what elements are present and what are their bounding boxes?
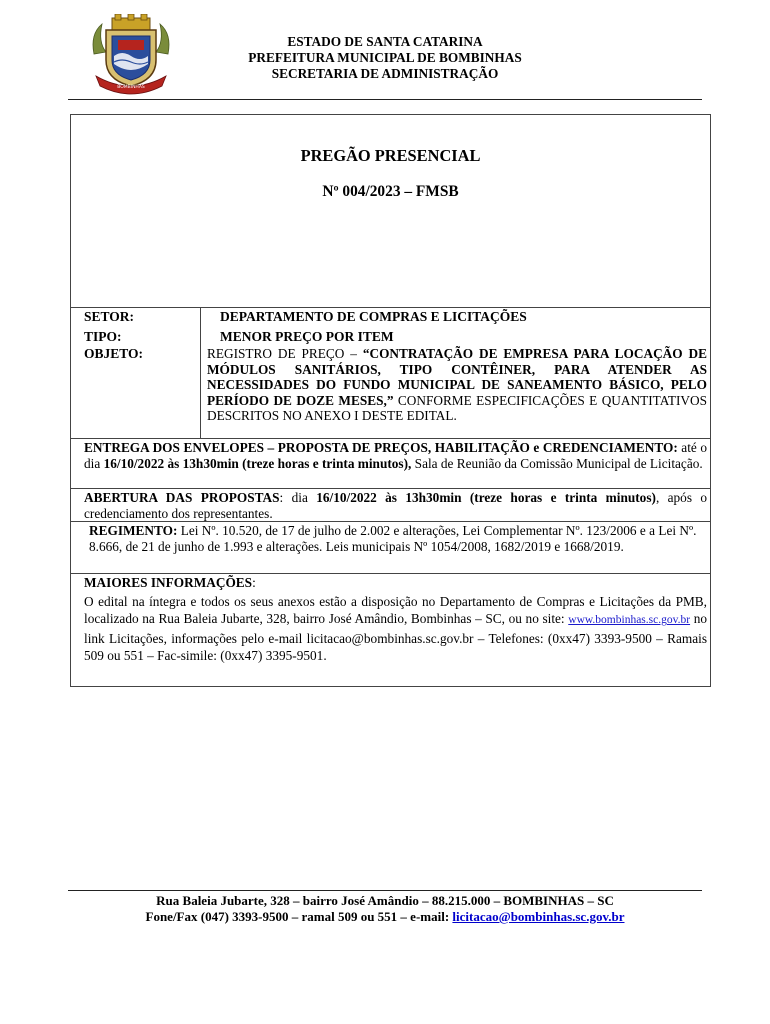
- objeto-intro: REGISTRO DE PREÇO –: [207, 346, 363, 361]
- municipal-coat-of-arms-icon: [88, 14, 174, 96]
- document-title: PREGÃO PRESENCIAL: [300, 146, 481, 165]
- document-header: [170, 34, 600, 82]
- abertura-text1: : dia: [279, 490, 317, 505]
- regimento-heading: REGIMENTO:: [89, 523, 178, 538]
- entrega-heading: ENTREGA DOS ENVELOPES – PROPOSTA DE PREÇOS, HABILITAÇÃO e CREDENCIAMENTO:: [84, 440, 678, 455]
- table-top-line: [70, 307, 711, 308]
- objeto-value: [207, 346, 707, 424]
- objeto-tail: CONFORME ESPECIFICAÇÕES E QUANTITATIVOS DESCRITOS NO ANEXO I DESTE EDITAL.: [207, 392, 707, 424]
- entrega-section: [84, 440, 707, 471]
- website-link[interactable]: www.bombinhas.sc.gov.br: [568, 614, 691, 627]
- entrega-text2: Sala de Reunião da Comissão Municipal de Licitação.: [411, 455, 703, 471]
- footer-email-link[interactable]: licitacao@bombinhas.sc.gov.br: [452, 909, 625, 924]
- abertura-date: 16/10/2022 às 13h30min (treze horas e trinta minutos): [316, 490, 656, 505]
- svg-text:BOMBINHAS: BOMBINHAS: [117, 85, 145, 90]
- footer-divider: [68, 890, 702, 891]
- objeto-description: “CONTRATAÇÃO DE EMPRESA PARA LOCAÇÃO DE MÓDULOS SANITÁRIOS, TIPO CONTÊINER, PARA ATENDER AS NECESSIDADES DO FUNDO MUNICIPAL DE SANEAMENTO BÁSICO, PELO PERÍODO DE DOZE MESES,”: [207, 346, 707, 408]
- regimento-section: [89, 523, 705, 554]
- header-divider: [68, 99, 702, 100]
- footer-address: Rua Baleia Jubarte, 328 – bairro José Amândio – 88.215.000 – BOMBINHAS – SC: [156, 893, 614, 908]
- document-number: Nº 004/2023 – FMSB: [322, 183, 459, 200]
- maiores-text2: no link Licitações, informações pelo e-mail licitacao@bombinhas.sc.gov.br – Telefones: (0xx47) 3393-9500 – Ramais 509 ou 551 – Fac-simile: (0xx47) 3395-9501.: [84, 611, 708, 664]
- maiores-colon: :: [252, 575, 256, 590]
- footer-phone: Fone/Fax (047) 3393-9500 – ramal 509 ou 551 – e-mail:: [145, 909, 453, 924]
- maiores-heading: MAIORES INFORMAÇÕES: [84, 575, 253, 590]
- tipo-value: MENOR PREÇO POR ITEM: [220, 329, 394, 344]
- footer-contact: [68, 909, 702, 925]
- entrega-divider: [70, 488, 711, 489]
- header-secretaria: SECRETARIA DE ADMINISTRAÇÃO: [271, 66, 499, 81]
- setor-value: DEPARTAMENTO DE COMPRAS E LICITAÇÕES: [220, 309, 527, 324]
- setor-label: SETOR:: [84, 309, 135, 324]
- entrega-date: 16/10/2022 às 13h30min (treze horas e trinta minutos),: [103, 455, 412, 471]
- entrega-text1: até o dia: [84, 440, 707, 471]
- regimento-text: Lei Nº. 10.520, de 17 de julho de 2.002 e alterações, Lei Complementar Nº. 123/2006 e a Lei Nº. 8.666, de 21 de junho de 1.993 e alterações. Leis municipais Nº 1054/2008, 1682/2019 e 1668/2019.: [89, 523, 697, 554]
- maiores-text1: O edital na íntegra e todos os seus anexos estão a disposição no Departamento de Compras e Licitações da PMB, localizado na Rua Baleia Jubarte, 328, bairro José Amândio, Bombinhas – SC, ou no site:: [84, 594, 707, 627]
- regimento-divider: [70, 573, 711, 574]
- tipo-label: TIPO:: [84, 329, 122, 344]
- header-prefeitura: PREFEITURA MUNICIPAL DE BOMBINHAS: [248, 50, 522, 65]
- document-footer: [68, 893, 702, 925]
- table-bottom-line: [70, 438, 711, 439]
- abertura-heading: ABERTURA DAS PROPOSTAS: [84, 490, 280, 505]
- abertura-section: [84, 490, 707, 521]
- table-column-divider: [200, 307, 201, 438]
- maiores-section: [84, 593, 707, 665]
- maiores-heading-line: [84, 575, 707, 591]
- abertura-text2: , após o credenciamento dos representantes.: [84, 490, 708, 521]
- abertura-divider: [70, 521, 711, 522]
- header-state: ESTADO DE SANTA CATARINA: [287, 34, 483, 49]
- objeto-label: OBJETO:: [84, 346, 144, 361]
